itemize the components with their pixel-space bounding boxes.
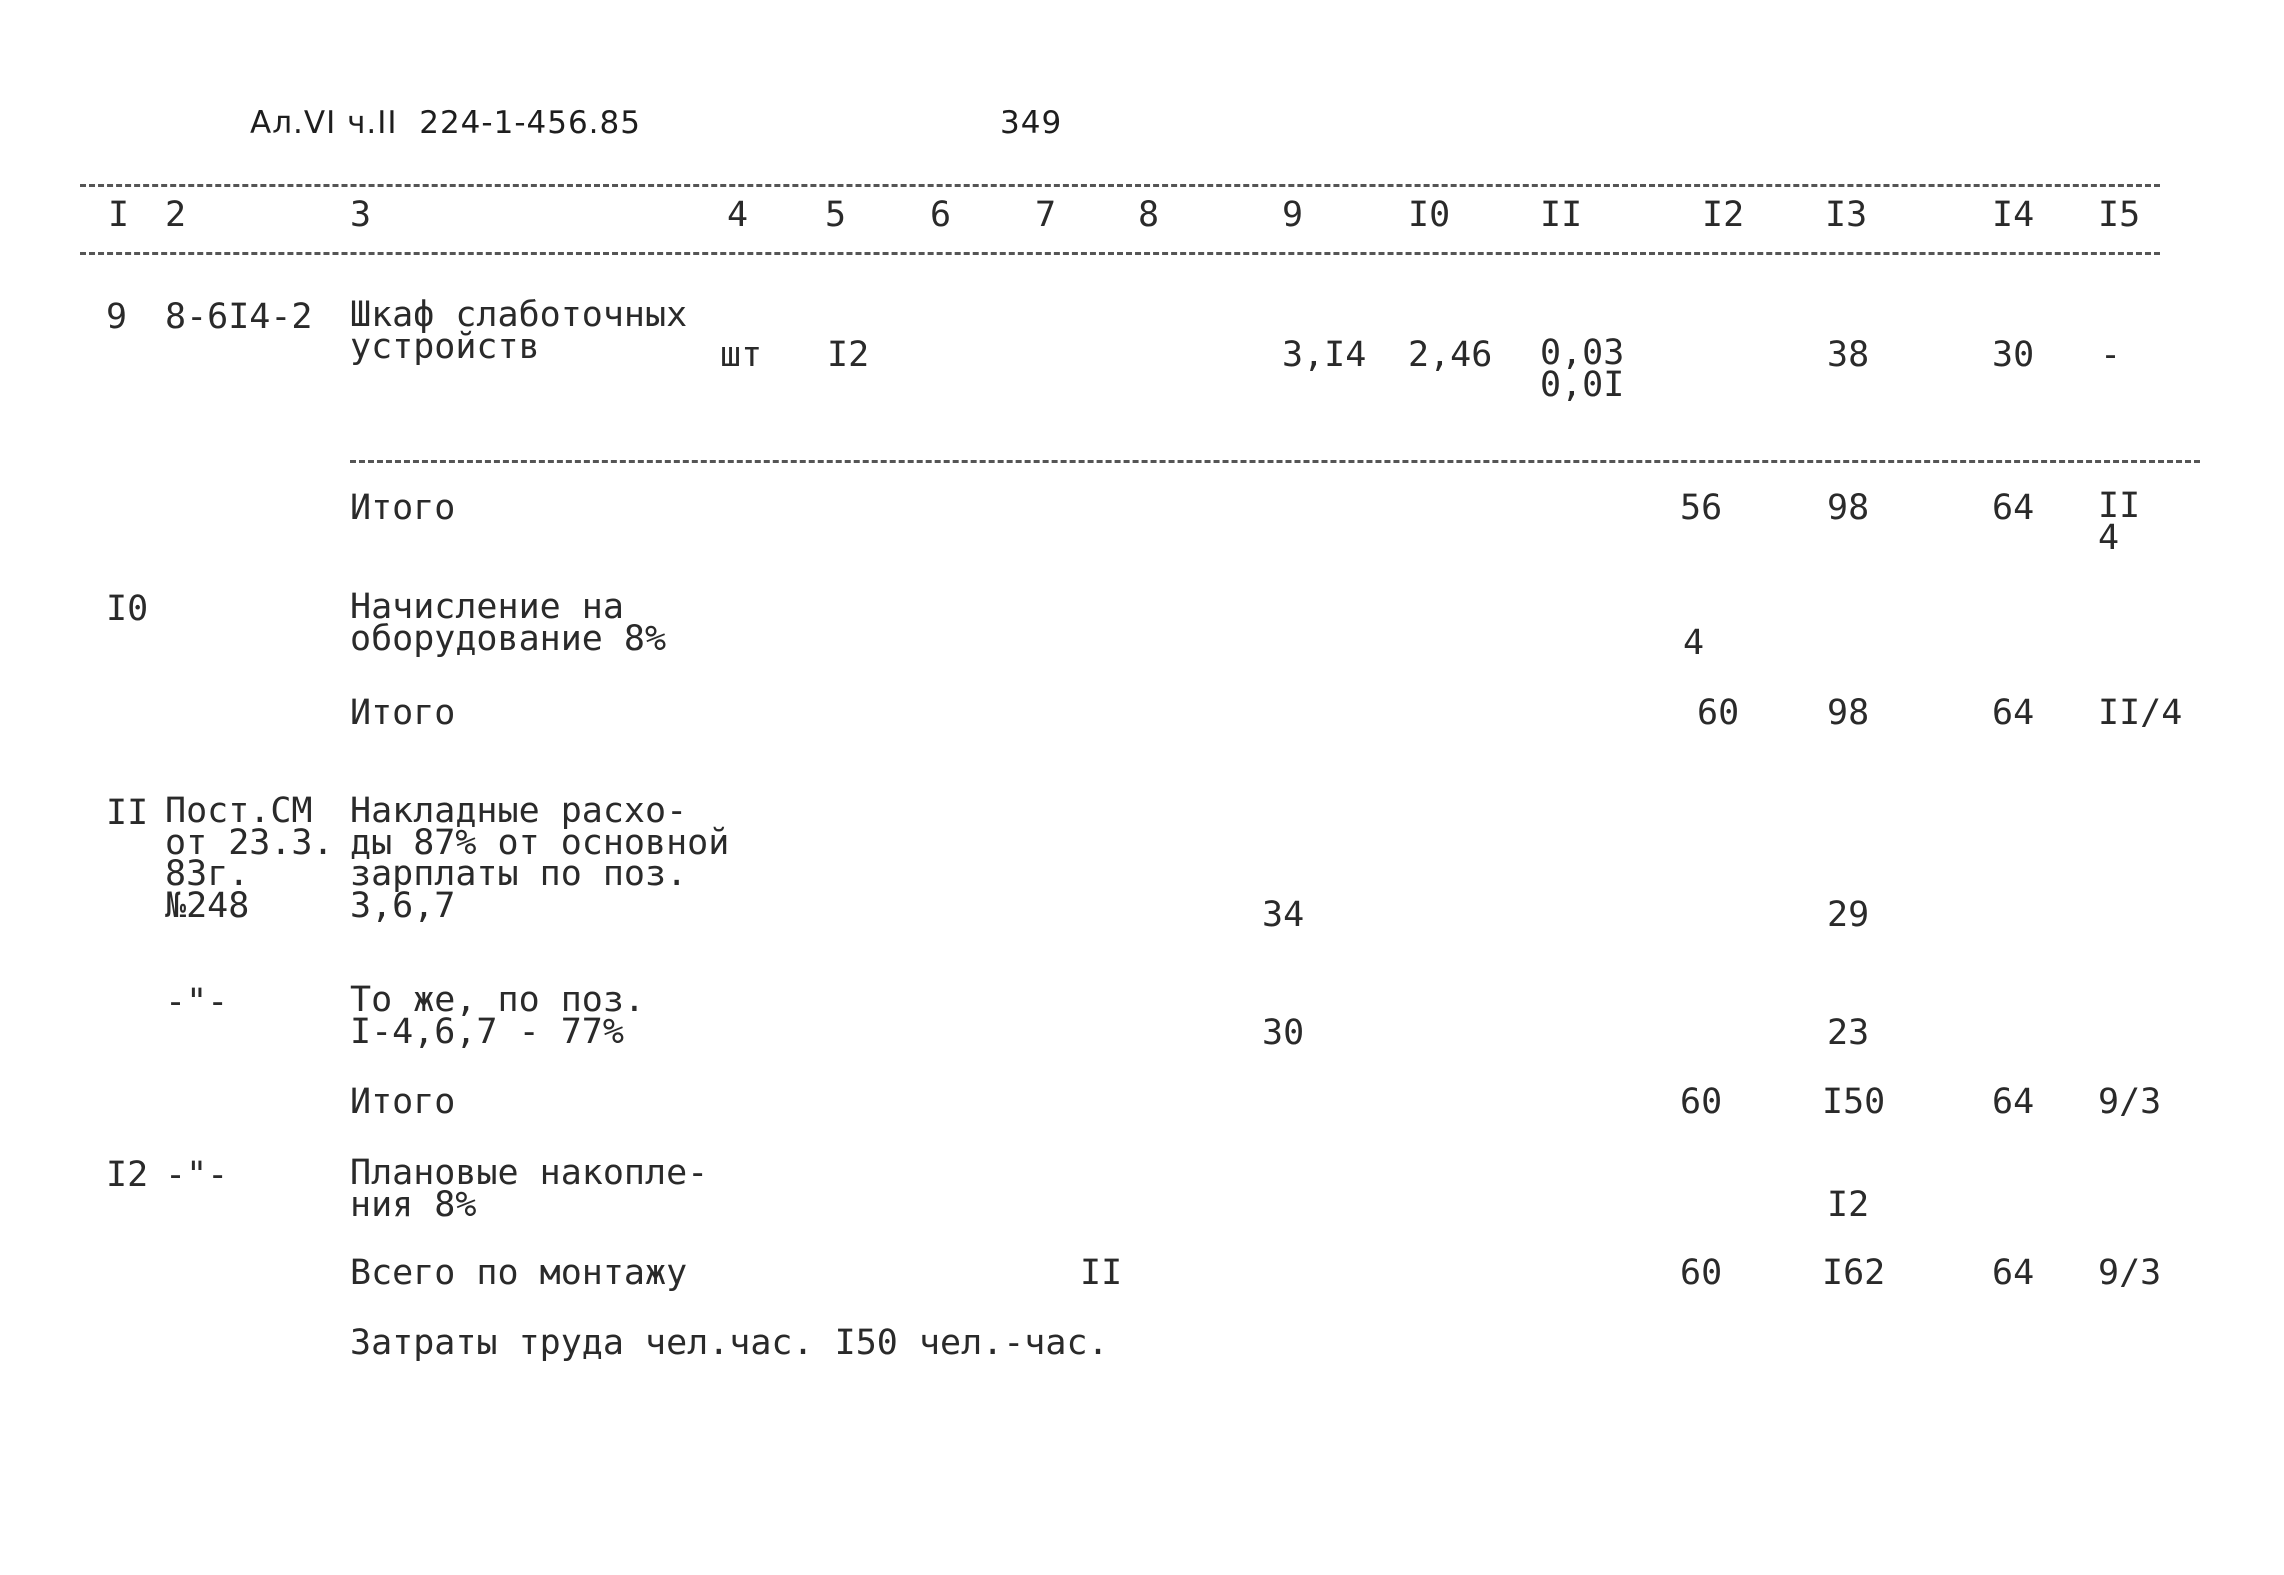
rule-subtotal [350,460,2200,463]
subtotal3-col13: I50 [1822,1082,1886,1122]
row11b-col9: 30 [1262,1013,1305,1053]
row9-code: 8-6I4-2 [165,297,313,337]
col-header-10: I0 [1408,195,1451,235]
grand-total-col13: I62 [1822,1253,1886,1293]
subtotal2-col15: II/4 [2098,693,2183,733]
col-header-5: 5 [825,195,847,235]
grand-total-col15: 9/3 [2098,1253,2162,1293]
subtotal1-col12: 56 [1680,488,1723,528]
col-header-13: I3 [1825,195,1868,235]
page-number: 349 [1000,105,1063,141]
subtotal3-label: Итого [350,1082,456,1122]
subtotal2-col13: 98 [1827,693,1870,733]
col-header-11: II [1540,195,1583,235]
document-reference: Ал.VI ч.II 224-1-456.85 [250,105,641,141]
col-header-1: I [108,195,130,235]
subtotal3-col15: 9/3 [2098,1082,2162,1122]
subtotal1-label: Итого [350,488,456,528]
col-header-7: 7 [1035,195,1057,235]
row9-qty: I2 [827,335,870,375]
labor-cost-note: Затраты труда чел.час. I50 чел.-час. [350,1323,1109,1363]
row11-basis: Пост.СМ от 23.3. 83г. №248 [165,791,334,926]
subtotal2-label: Итого [350,693,456,733]
row12-number: I2 [106,1155,149,1195]
row10-number: I0 [106,589,149,629]
row12-col13: I2 [1827,1185,1870,1225]
subtotal3-col14: 64 [1992,1082,2035,1122]
row12-basis: -"- [165,1155,229,1195]
subtotal1-col14: 64 [1992,488,2035,528]
col-header-8: 8 [1138,195,1160,235]
grand-total-label: Всего по монтажу [350,1253,688,1293]
row11-col13: 29 [1827,895,1870,935]
row10-name: Начисление на оборудование 8% [350,587,667,659]
row9-col13: 38 [1827,335,1870,375]
row11b-basis: -"- [165,982,229,1022]
col-header-2: 2 [165,195,187,235]
row11b-name: То же, по поз. I-4,6,7 - 77% [350,980,646,1052]
row9-col10: 2,46 [1408,335,1493,375]
rule-header-bottom [80,252,2160,255]
row11b-col13: 23 [1827,1013,1870,1053]
row11-col9: 34 [1262,895,1305,935]
row9-number: 9 [106,297,128,337]
grand-total-col14: 64 [1992,1253,2035,1293]
col-header-9: 9 [1282,195,1304,235]
subtotal1-col13: 98 [1827,488,1870,528]
grand-total-col7: II [1080,1253,1123,1293]
row9-col11: 0,03 0,0I [1540,333,1625,405]
row9-col14: 30 [1992,335,2035,375]
subtotal1-col15: II 4 [2098,486,2141,558]
subtotal2-col14: 64 [1992,693,2035,733]
row10-col12: 4 [1683,623,1705,663]
row12-name: Плановые накопле- ния 8% [350,1153,709,1225]
col-header-14: I4 [1992,195,2035,235]
grand-total-col12: 60 [1680,1253,1723,1293]
row9-col15: - [2100,335,2122,375]
row9-unit: шт [720,335,763,375]
col-header-3: 3 [350,195,372,235]
col-header-15: I5 [2098,195,2141,235]
subtotal2-col12: 60 [1697,693,1740,733]
col-header-12: I2 [1702,195,1745,235]
row11-name: Накладные расхо- ды 87% от основной зарплаты по поз. 3,6,7 [350,791,730,926]
rule-top [80,184,2160,187]
row11-number: II [106,793,149,833]
col-header-6: 6 [930,195,952,235]
col-header-4: 4 [727,195,749,235]
subtotal3-col12: 60 [1680,1082,1723,1122]
row9-name: Шкаф слаботочных устройств [350,295,688,367]
row9-col9: 3,I4 [1282,335,1367,375]
